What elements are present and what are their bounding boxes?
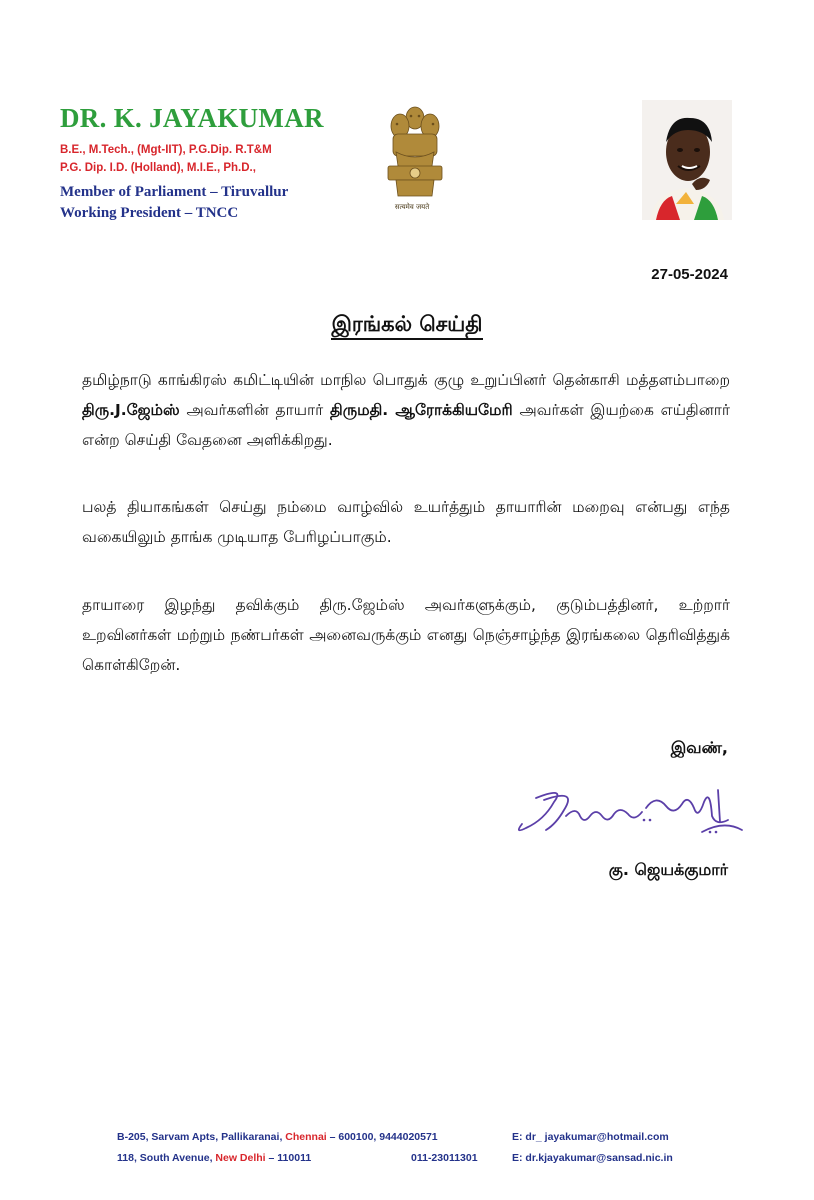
qualifications-line-2: P.G. Dip. I.D. (Holland), M.I.E., Ph.D.,: [60, 162, 256, 174]
footer-address-1-pre: B-205, Sarvam Apts, Pallikaranai,: [117, 1131, 286, 1143]
letterhead-name: DR. K. JAYAKUMAR: [60, 103, 324, 133]
paragraph-2: பலத் தியாகங்கள் செய்து நம்மை வாழ்வில் உயர்த்தும் தாயாரின் மறைவு என்பது எந்த வகையிலும் தாங்க முடியாத பேரிழப்பாகும்.: [82, 498, 730, 546]
footer-email-hotmail: E: dr_ jayakumar@hotmail.com: [512, 1131, 669, 1143]
letter-date: 27-05-2024: [651, 266, 728, 283]
paragraph-1-bold-a: திரு.J.ஜேம்ஸ்: [82, 401, 180, 419]
role-line-1: Member of Parliament – Tiruvallur: [60, 184, 289, 200]
paragraph-1-bold-b: திருமதி. ஆரோக்கியமேரி: [330, 401, 513, 419]
paragraph-1-text-c: அவர்கள் இயற்கை எய்தினார் என்ற செய்தி வேதனை அளிக்கிறது.: [82, 401, 730, 449]
paragraph-3: தாயாரை இழந்து தவிக்கும் திரு.ஜேம்ஸ் அவர்களுக்கும், குடும்பத்தினர், உற்றார் உறவினர்கள் மற்றும் நண்பர்கள் அனைவருக்கும் எனது நெஞ்சாழ்ந்த இரங்கலை தெரிவித்துக் கொள்கிறேன்.: [82, 596, 730, 674]
footer-address-1-post: – 600100, 9444020571: [326, 1131, 438, 1143]
national-emblem-icon: [376, 100, 454, 220]
letter-title: [0, 312, 814, 339]
footer-phone-delhi: 011-23011301: [411, 1152, 478, 1164]
footer-address-delhi: [117, 1152, 311, 1164]
footer-email-sansad: E: dr.kjayakumar@sansad.nic.in: [512, 1152, 673, 1164]
emblem-motto: सत्यमेव जयते: [394, 203, 430, 211]
paragraph-1-text-a: தமிழ்நாடு காங்கிரஸ் கமிட்டியின் மாநில பொதுக் குழு உறுப்பினர் தென்காசி மத்தளம்பாறை: [82, 371, 730, 389]
footer-address-2-pre: 118, South Avenue,: [117, 1152, 216, 1164]
closing-phrase: இவண்,: [670, 738, 728, 757]
qualifications-line-1: B.E., M.Tech., (Mgt-IIT), P.G.Dip. R.T&M: [60, 144, 272, 156]
role-line-2: Working President – TNCC: [60, 205, 239, 221]
signer-name: கு. ஜெயக்குமார்: [608, 860, 728, 879]
letterhead-qualifications: [60, 141, 272, 177]
paragraph-1-text-b: அவர்களின் தாயார்: [179, 401, 331, 419]
handwritten-signature: [506, 780, 746, 842]
portrait-photo: [642, 100, 732, 220]
letter-title-text: இரங்கல் செய்தி: [331, 312, 482, 340]
paragraph-1: [82, 365, 730, 455]
letterhead-roles: [60, 182, 288, 224]
footer-city-chennai: Chennai: [285, 1131, 327, 1143]
footer-address-chennai: [117, 1131, 438, 1143]
footer-city-delhi: New Delhi: [215, 1152, 266, 1164]
footer-address-2-post: – 110011: [265, 1152, 312, 1164]
